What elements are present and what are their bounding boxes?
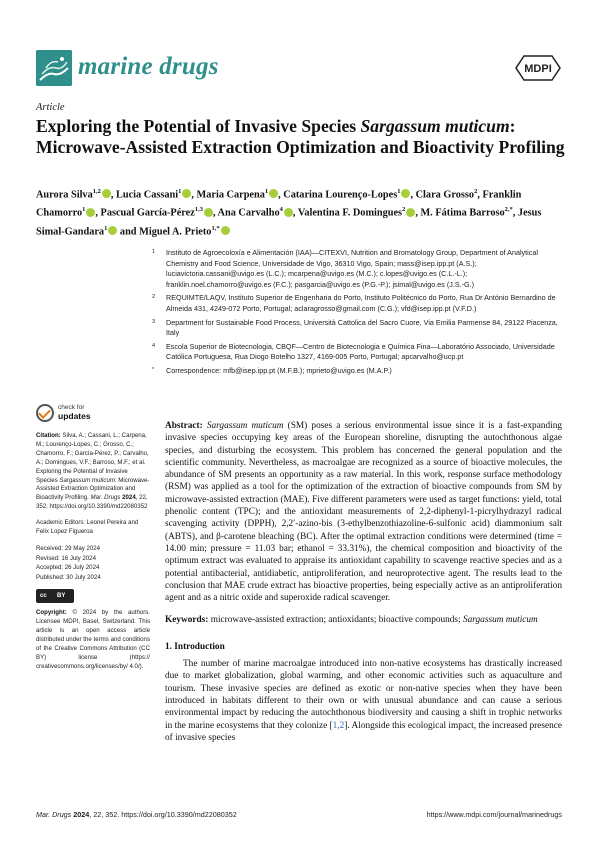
footer-journal: Mar. Drugs [36,810,72,819]
orcid-icon[interactable] [204,208,213,217]
orcid-icon[interactable] [401,189,410,198]
affiliation-number: 2 [152,294,156,301]
affiliation-text: Escola Superior de Biotecnologia, CBQF—Centro de Biotecnologia e Química Fina—Laboratório Associado, Universidade Católica Portuguesa, Rua Diogo Botelho 1327, 4169-005 Porto, Portugal; apcarvalho@ucp.pt [166,341,555,362]
main-column [165,420,562,744]
orcid-icon[interactable] [269,189,278,198]
footer-citation [36,810,237,819]
copyright-label: Copyright: [36,609,67,617]
date-published: Published: 30 July 2024 [36,573,101,581]
check-line2: updates [58,411,91,421]
check-updates-label [58,404,91,420]
author-affiliation-marker: 1 [82,206,86,214]
author-name[interactable]: Maria Carpena [196,189,265,201]
orcid-icon[interactable] [406,208,415,217]
date-accepted: Accepted: 26 July 2024 [36,564,100,572]
author-name[interactable]: Lucia Cassani [116,189,179,201]
keywords-label: Keywords: [165,615,209,626]
affiliation-item [152,248,562,290]
citation-text2: : Microwave-Assisted Extraction Optimization and Bioactivity Profiling. [36,476,150,502]
author-name[interactable]: Ana Carvalho [217,207,280,219]
dates [36,544,150,582]
journal-logo [36,50,72,86]
affiliation-text: Department for Sustainable Food Process, Università Cattolica del Sacro Cuore, Via Emilia Parmense 84, 29122 Piacenza, Italy [166,317,558,338]
author-list: Aurora Silva$^{1,2}$ , Lucia Cassani$^1$ , Maria Carpena$^1$ , Catarina Lourenço-Lopes$^1$ , Clara Grosso$^2$, Franklin Chamorro$^1$ , Pascual García-Pérez$^{1,3}$ , Ana Carvalho$^4$ , Valentina F. Domingues$^2$ , M. Fátima Barroso$^{2,*}$, Jesus Simal-Gandara$^1$ and Miguel A. Prieto$^{1,*}$ [36,188,542,238]
affiliation-item [152,342,562,363]
author-affiliation-marker: 4 [279,206,283,214]
by-icon: BY [57,593,66,600]
citation-label: Citation: [36,432,61,439]
check-updates-icon [36,404,54,422]
citation [36,432,150,512]
affiliations [152,248,562,380]
footer-journal-url[interactable]: https://www.mdpi.com/journal/marinedrugs [426,810,562,819]
affiliation-number: * [152,366,155,373]
abstract-text: (SM) poses a serious environmental issue since it is a fast-expanding invasive species occupying key areas of the European shoreline, disrupting the autochthonous algae species, and disturbing the ecosystem. This problem has concerned the general population and the scientific community. Nevertheless, as macroalgae are recognized as a source of bioactive molecules, the abundance of SM presents an opportunity as a raw material. In this work, response surface methodology (RSM) was applied as a tool for the optimization of the extraction of bioactive compounds from SM by microwave-assisted extraction (MAE). Five different parameters were used as target functions: yield, total phenolic content (TPC); and the antioxidant measurements of 2,2-diphenyl-1-picrylhydrazyl radical scavenging activity (DPPH), 2,2′-azino-bis (3-ethylbenzothiazoline-6-sulfonic acid) diammonium salt (ABTS), and β-carotene bleaching (BC). After the optimal extraction conditions were determined (time = 14.00 min; pressure = 11.03 bar; ethanol = 33.31%), the chemical composition and bioactivity of the optimum extract was evaluated to appraise its antioxidant capability to scavenge reactive species and as a potential antibacterial, antidiabetic, antiproliferation, and neuroprotective agent. The results lead to the conclusion that MAE crude extract has bioactive properties, being especially active as an antiproliferation agent and as a nitric oxide and superoxide radical scavenger. [165,421,563,604]
author-name[interactable]: Jesus Simal-Gandara [36,207,542,238]
title-part1: Exploring the Potential of Invasive Species [36,116,361,136]
affiliation-text: Correspondence: mfb@isep.ipp.pt (M.F.B.); mprieto@uvigo.es (M.A.P.) [166,365,392,375]
orcid-icon[interactable] [221,226,230,235]
citation-species: Sargassum muticum [59,476,115,484]
author-affiliation-marker: 1 [397,188,401,195]
citation-text1: Silva, A.; Cassani, L.; Carpena, M.; Lourenço-Lopes, C.; Grosso, C.; Chamorro, F.; García-Pérez, P.; Carvalho, A.; Domingues, V.F.; Barroso, M.F.; et al. Exploring the Potential of Invasive Species [36,432,149,484]
introduction-paragraph [165,658,562,744]
author-name[interactable]: Miguel A. Prieto [139,226,212,238]
author-affiliation-marker: 1 [104,224,108,232]
journal-name: marine drugs [78,53,219,80]
publisher-logo [515,55,561,81]
footer-year: 2024 [71,810,90,819]
intro-text: The number of marine macroalgae introduced into non-native ecosystems has drastically increased due to market globalization, global warming, and other economic activities such as aquaculture and tourism. These invasive species are defined as exotic or non-native species when they have been introduced in habitats different to their own or with unusual abundance and can cause a serious environmental impact by reducing the autochthonous biodiversity and causing a shift in trophic networks in the marine ecosystems that they colonize [ [165,659,562,731]
orcid-icon[interactable] [102,189,111,198]
section-heading-introduction: 1. Introduction [165,641,225,652]
author-affiliation-marker: 1,3 [194,206,203,214]
copyright [36,609,150,671]
keywords-species: Sargassum muticum [462,615,538,626]
author-name[interactable]: Aurora Silva [36,189,93,201]
article-type: Article [36,102,65,113]
affiliation-text: REQUIMTE/LAQV, Instituto Superior de Engenharia do Porto, Instituto Politécnico do Porto, Rua Dr António Bernardino de Almeida 431, 4249-072 Porto, Portugal; aclaragrosso@gmail.com (C.G.); vfd@isep.ipp.pt (V.F.D.) [166,293,556,313]
title-part2: : Microwave-Assisted Extraction Optimization and Bioactivity Profiling [36,116,565,157]
affiliation-number: 1 [152,249,156,255]
publisher-name: MDPI [524,63,552,75]
check-line1: check for [58,404,85,411]
affiliation-text: Instituto de Agroecoloxía e Alimentación (IAA)—CITEXVI, Nutrition and Bromatology Group, Department of Analytical Chemistry and Food Science, Universidade de Vigo, 36310 Vigo, Spain; mass@isep.ipp.pt (A.S.); luciavictoria.cassani@uvigo.es (L.C.); mcarpena@uvigo.es (M.C.); c.lopes@uvigo.es (C.L.-L.); franklin.noel.chamorro@uvigo.es (F.C.); pasgarcia@uvigo.es (P.G.-P.); jsimal@uvigo.es (J.S.-G.) [166,248,538,289]
orcid-icon[interactable] [284,208,293,217]
author-name[interactable]: Clara Grosso [415,189,475,201]
date-received: Received: 29 May 2024 [36,544,101,552]
copyright-text: © 2024 by the authors. Licensee MDPI, Basel, Switzerland. This article is an open access article distributed under the terms and conditions of the Creative Commons Attribution (CC BY) license (https:// creativecommons.org/licenses/by/ 4.0/). [36,609,150,670]
affiliation-item [152,293,562,314]
abstract-label: Abstract: [165,421,203,431]
author-affiliation-marker: 1 [264,188,269,195]
orcid-icon[interactable] [182,189,191,198]
academic-editors: Academic Editors: Leonel Pereira and Felix Lopez Figueroa [36,519,139,536]
cc-by-license-badge[interactable] [36,589,74,603]
footer-doi[interactable]: , 22, 352. https://doi.org/10.3390/md22080352 [89,810,237,819]
author-name[interactable]: M. Fátima Barroso [420,207,505,219]
affiliation-item [152,366,562,377]
title-species: Sargassum muticum [360,116,510,136]
author-affiliation-marker: 1,2 [92,188,101,195]
author-name[interactable]: Pascual García-Pérez [100,207,195,219]
intro-text-after: ]. Alongside this ecological impact, the increased presence of invasive species [165,720,562,743]
citation-link[interactable]: 1,2 [332,720,345,731]
check-for-updates-button[interactable] [36,402,96,426]
author-name[interactable]: Valentina F. Domingues [297,207,403,219]
date-revised: Revised: 16 July 2024 [36,554,96,562]
author-affiliation-marker: 1,* [211,224,220,232]
affiliation-item [152,318,562,339]
citation-rest[interactable]: , 22, 352. https://doi.org/10.3390/md22080352 [36,494,148,511]
author-affiliation-marker: 2 [402,206,406,214]
affiliation-number: 4 [152,342,156,349]
author-name[interactable]: Franklin Chamorro [36,189,522,219]
author-affiliation-marker: 2 [474,188,478,195]
author-conjunction: and [119,226,137,238]
article-title [36,116,566,158]
orcid-icon[interactable] [108,226,117,235]
author-affiliation-marker: 1 [178,188,182,195]
citation-journal: Mar. Drugs [90,494,121,502]
keywords [165,614,562,626]
orcid-icon[interactable] [86,208,95,217]
author-name[interactable]: Catarina Lourenço-Lopes [283,189,398,201]
abstract-species: Sargassum muticum [206,421,284,431]
article-info-sidebar [36,432,150,679]
citation-year: 2024 [120,494,136,502]
keywords-text: microwave-assisted extraction; antioxidants; bioactive compounds; [208,615,463,626]
affiliation-number: 3 [152,318,156,325]
abstract [165,420,562,604]
cc-icon: cc [40,593,47,600]
seaweed-logo-icon [36,50,72,86]
author-affiliation-marker: 2,* [504,206,513,214]
